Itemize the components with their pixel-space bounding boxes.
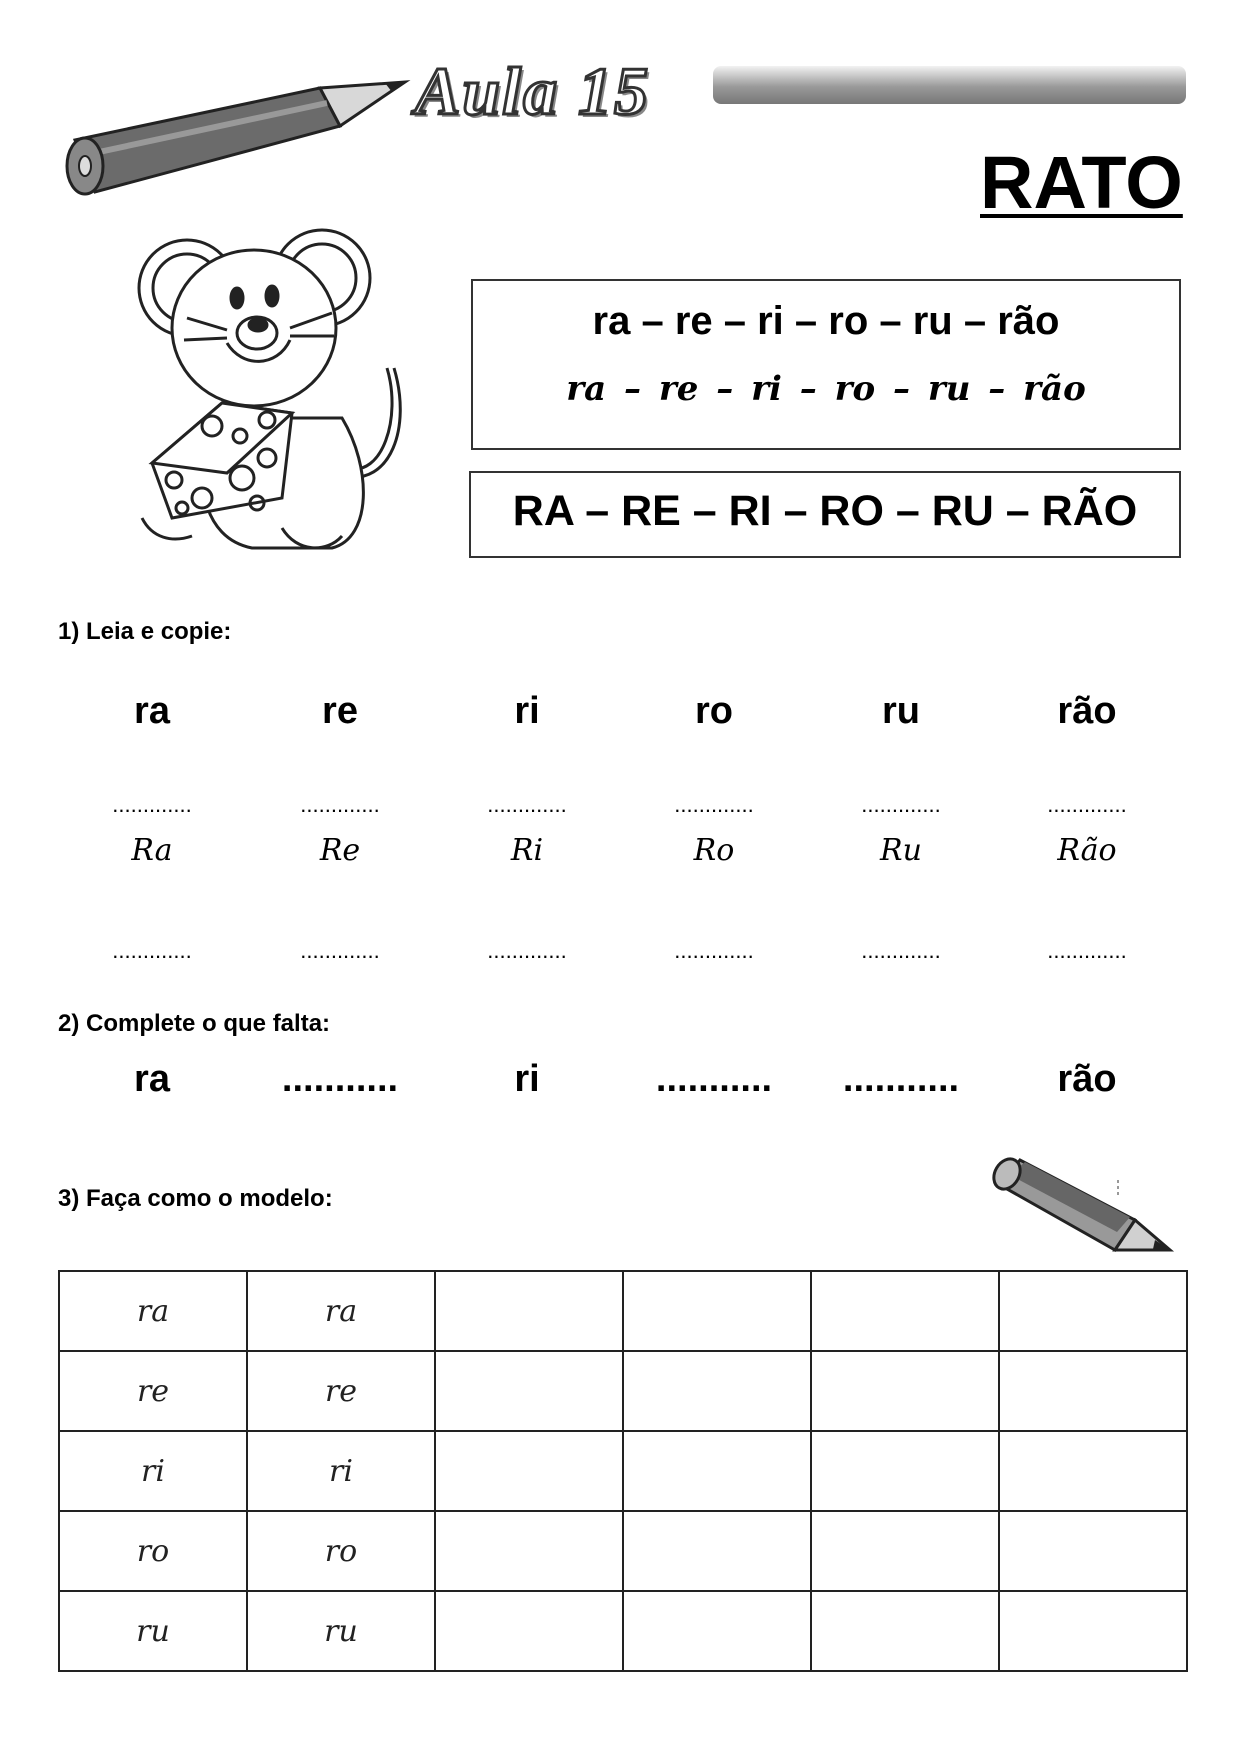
answer-cell[interactable] bbox=[435, 1431, 623, 1511]
exercise-3-title: 3) Faça como o modelo: bbox=[58, 1185, 333, 1212]
answer-cell[interactable] bbox=[623, 1511, 811, 1591]
pencil-icon bbox=[985, 1150, 1185, 1270]
answer-cell[interactable] bbox=[435, 1511, 623, 1591]
copy-blank[interactable]: ............. bbox=[487, 938, 567, 963]
model-cell: ro bbox=[247, 1511, 435, 1591]
answer-cell[interactable] bbox=[623, 1271, 811, 1351]
cursive-syllable: Ru bbox=[880, 833, 922, 868]
lesson-title: Aula 15 bbox=[415, 53, 651, 129]
model-cell: ra bbox=[247, 1271, 435, 1351]
cursive-syllable: Rão bbox=[1057, 833, 1117, 868]
print-syllable: re bbox=[322, 690, 358, 732]
answer-cell[interactable] bbox=[623, 1431, 811, 1511]
answer-cell[interactable] bbox=[999, 1591, 1187, 1671]
cursive-syllable: Ra bbox=[131, 833, 173, 868]
answer-cell[interactable] bbox=[435, 1351, 623, 1431]
syllables-uppercase: RA – RE – RI – RO – RU – RÃO bbox=[512, 487, 1138, 535]
answer-cell[interactable] bbox=[999, 1351, 1187, 1431]
print-syllable: ra bbox=[134, 690, 170, 732]
syllable-box bbox=[471, 279, 1181, 450]
answer-cell[interactable] bbox=[999, 1271, 1187, 1351]
copy-blank[interactable]: ............. bbox=[300, 792, 380, 817]
table-row bbox=[59, 1271, 1187, 1351]
copy-blank[interactable]: ............. bbox=[300, 938, 380, 963]
answer-cell[interactable] bbox=[811, 1271, 999, 1351]
header-decorative-bar bbox=[713, 66, 1186, 104]
syllables-cursive: ra – re – ri – ro – ru – rão bbox=[566, 369, 1086, 409]
model-cell: re bbox=[59, 1351, 247, 1431]
print-syllable: ri bbox=[514, 690, 540, 732]
model-table bbox=[58, 1270, 1188, 1672]
answer-cell[interactable] bbox=[435, 1591, 623, 1671]
answer-cell[interactable] bbox=[811, 1431, 999, 1511]
complete-item: ri bbox=[514, 1058, 540, 1100]
answer-cell[interactable] bbox=[999, 1511, 1187, 1591]
exercise-1-title: 1) Leia e copie: bbox=[58, 618, 232, 645]
model-cell: ra bbox=[59, 1271, 247, 1351]
pencil-illustration bbox=[55, 70, 415, 210]
model-cell: ro bbox=[59, 1511, 247, 1591]
cursive-syllable: Ri bbox=[510, 833, 544, 868]
print-syllable: ro bbox=[695, 690, 733, 732]
copy-blank[interactable]: ............. bbox=[674, 792, 754, 817]
answer-cell[interactable] bbox=[623, 1351, 811, 1431]
copy-blank[interactable]: ............. bbox=[1047, 792, 1127, 817]
model-cell: re bbox=[247, 1351, 435, 1431]
page-title: RATO bbox=[980, 141, 1183, 224]
cursive-syllable: Ro bbox=[693, 833, 735, 868]
complete-item: rão bbox=[1057, 1058, 1117, 1100]
model-cell: ri bbox=[247, 1431, 435, 1511]
cursive-syllable: Re bbox=[319, 833, 361, 868]
answer-cell[interactable] bbox=[811, 1351, 999, 1431]
table-row bbox=[59, 1431, 1187, 1511]
table-row bbox=[59, 1511, 1187, 1591]
print-syllable: rão bbox=[1057, 690, 1117, 732]
mouse-illustration bbox=[132, 218, 432, 588]
table-row bbox=[59, 1591, 1187, 1671]
model-cell: ru bbox=[59, 1591, 247, 1671]
answer-cell[interactable] bbox=[811, 1591, 999, 1671]
answer-cell[interactable] bbox=[999, 1431, 1187, 1511]
copy-blank[interactable]: ............. bbox=[861, 792, 941, 817]
copy-blank[interactable]: ............. bbox=[861, 938, 941, 963]
complete-blank[interactable]: ........... bbox=[655, 1058, 773, 1100]
copy-blank[interactable]: ............. bbox=[1047, 938, 1127, 963]
complete-item: ra bbox=[134, 1058, 170, 1100]
copy-blank[interactable]: ............. bbox=[674, 938, 754, 963]
model-cell: ru bbox=[247, 1591, 435, 1671]
copy-blank[interactable]: ............. bbox=[112, 792, 192, 817]
table-row bbox=[59, 1351, 1187, 1431]
copy-blank[interactable]: ............. bbox=[112, 938, 192, 963]
uppercase-syllable-box bbox=[469, 471, 1181, 558]
model-cell: ri bbox=[59, 1431, 247, 1511]
answer-cell[interactable] bbox=[623, 1591, 811, 1671]
exercise-2-title: 2) Complete o que falta: bbox=[58, 1010, 331, 1037]
answer-cell[interactable] bbox=[811, 1511, 999, 1591]
answer-cell[interactable] bbox=[435, 1271, 623, 1351]
copy-blank[interactable]: ............. bbox=[487, 792, 567, 817]
complete-blank[interactable]: ........... bbox=[281, 1058, 399, 1100]
syllables-lowercase: ra – re – ri – ro – ru – rão bbox=[592, 299, 1060, 343]
complete-blank[interactable]: ........... bbox=[842, 1058, 960, 1100]
print-syllable: ru bbox=[882, 690, 920, 732]
